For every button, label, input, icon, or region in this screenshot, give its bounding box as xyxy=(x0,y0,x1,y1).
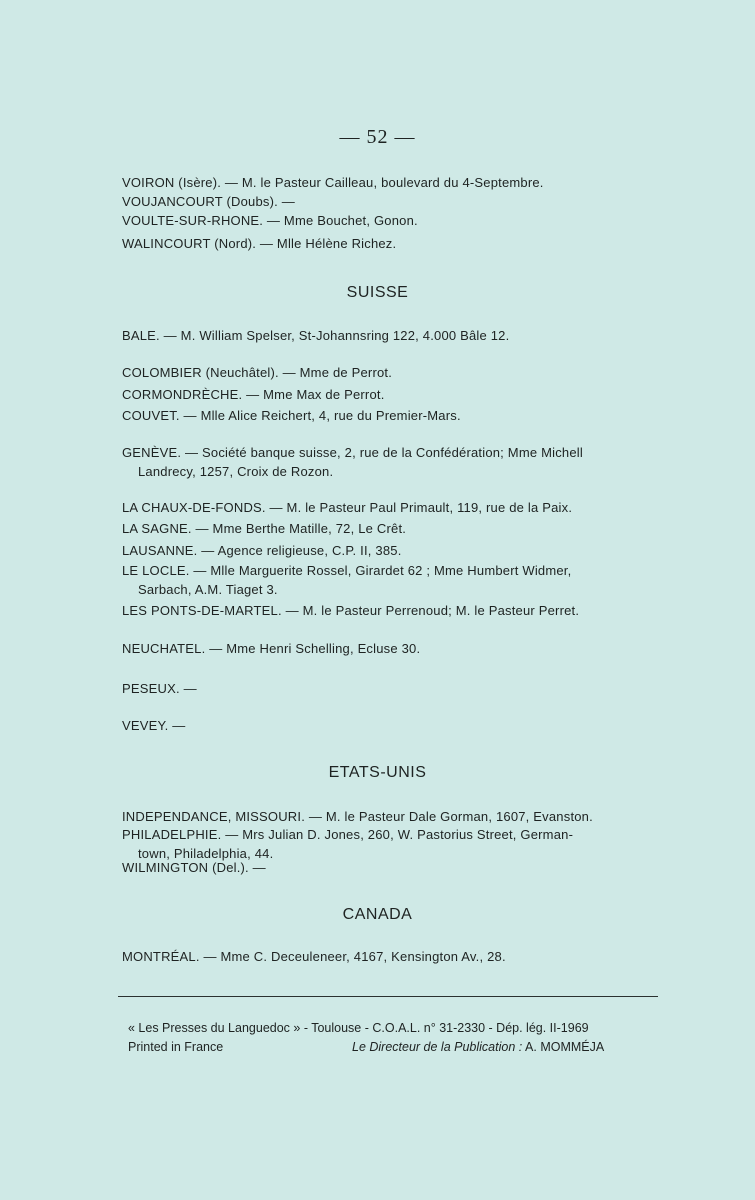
entry-les-ponts-de-martel: LES PONTS-DE-MARTEL. — M. le Pasteur Perrenoud; M. le Pasteur Perret. xyxy=(122,603,580,618)
section-heading-suisse: SUISSE xyxy=(346,284,409,301)
section-heading-canada: CANADA xyxy=(342,906,413,923)
entry-geneve xyxy=(122,443,658,481)
entry-independance: INDEPENDANCE, MISSOURI. — M. le Pasteur Dale Gorman, 1607, Evanston. xyxy=(122,809,593,824)
entry-philadelphie-line1: PHILADELPHIE. — Mrs Julian D. Jones, 260, W. Pastorius Street, German- xyxy=(122,827,574,842)
entry-neuchatel: NEUCHATEL. — Mme Henri Schelling, Ecluse 30. xyxy=(122,641,421,656)
footer-director-label: Le Directeur de la Publication : xyxy=(352,1040,523,1054)
entry-voujancourt: VOUJANCOURT (Doubs). — xyxy=(122,194,295,209)
footer-printer-line: « Les Presses du Languedoc » - Toulouse - C.O.A.L. n° 31-2330 - Dép. lég. II-1969 xyxy=(128,1021,589,1035)
entry-colombier: COLOMBIER (Neuchâtel). — Mme de Perrot. xyxy=(122,365,393,380)
page-number: — 52 — xyxy=(339,126,416,148)
entry-couvet: COUVET. — Mlle Alice Reichert, 4, rue du Premier-Mars. xyxy=(122,408,461,423)
entry-vevey: VEVEY. — xyxy=(122,718,186,733)
entry-la-sagne: LA SAGNE. — Mme Berthe Matille, 72, Le Crêt. xyxy=(122,521,407,536)
entry-la-chaux-de-fonds: LA CHAUX-DE-FONDS. — M. le Pasteur Paul Primault, 119, rue de la Paix. xyxy=(122,500,573,515)
footer-director xyxy=(352,1039,604,1056)
entry-le-locle-line1: LE LOCLE. — Mlle Marguerite Rossel, Girardet 62 ; Mme Humbert Widmer, xyxy=(122,563,572,578)
entry-geneve-line1: GENÈVE. — Société banque suisse, 2, rue de la Confédération; Mme Michell xyxy=(122,445,583,460)
entry-philadelphie-line2: town, Philadelphia, 44. xyxy=(138,846,274,861)
section-heading-etats-unis: ETATS-UNIS xyxy=(328,764,427,781)
entry-le-locle-line2: Sarbach, A.M. Tiaget 3. xyxy=(138,582,278,597)
footer-printed-in: Printed in France xyxy=(128,1040,224,1054)
entry-wilmington: WILMINGTON (Del.). — xyxy=(122,860,266,875)
entry-peseux: PESEUX. — xyxy=(122,681,197,696)
entry-lausanne: LAUSANNE. — Agence religieuse, C.P. II, 385. xyxy=(122,543,402,558)
entry-voiron: VOIRON (Isère). — M. le Pasteur Cailleau, boulevard du 4-Septembre. xyxy=(122,175,544,190)
entry-walincourt: WALINCOURT (Nord). — Mlle Hélène Richez. xyxy=(122,236,397,251)
entry-bale: BALE. — M. William Spelser, St-Johannsring 122, 4.000 Bâle 12. xyxy=(122,328,510,343)
entry-cormondreche: CORMONDRÈCHE. — Mme Max de Perrot. xyxy=(122,387,385,402)
footer-rule xyxy=(118,996,658,997)
entry-voulte-sur-rhone: VOULTE-SUR-RHONE. — Mme Bouchet, Gonon. xyxy=(122,213,418,228)
entry-le-locle xyxy=(122,561,658,599)
entry-geneve-line2: Landrecy, 1257, Croix de Rozon. xyxy=(138,464,334,479)
entry-montreal: MONTRÉAL. — Mme C. Deceuleneer, 4167, Kensington Av., 28. xyxy=(122,949,506,964)
footer-director-name: A. MOMMÉJA xyxy=(525,1040,605,1054)
